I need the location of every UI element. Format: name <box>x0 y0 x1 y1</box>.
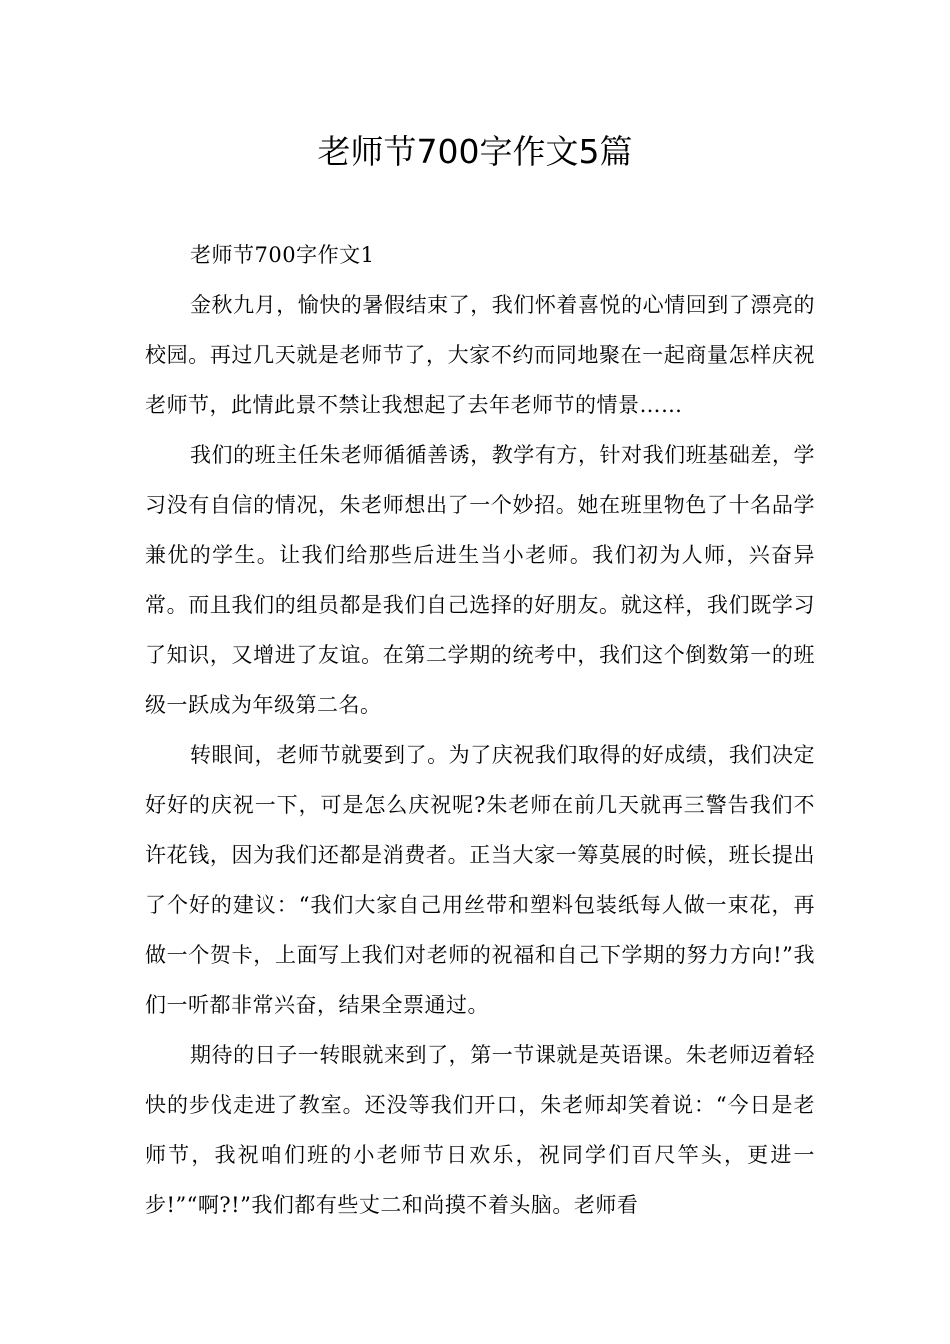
paragraph: 我们的班主任朱老师循循善诱，教学有方，针对我们班基础差，学习没有自信的情况，朱老师想出了一个妙招。她在班里物色了十名品学兼优的学生。让我们给那些后进生当小老师。我们初为人师，兴奋异常。而且我们的组员都是我们自己选择的好朋友。就这样，我们既学习了知识，又增进了友谊。在第二学期的统考中，我们这个倒数第一的班级一跃成为年级第二名。 <box>145 443 815 717</box>
document-body <box>145 230 815 1230</box>
paragraph: 金秋九月，愉快的暑假结束了，我们怀着喜悦的心情回到了漂亮的校园。再过几天就是老师节了，大家不约而同地聚在一起商量怎样庆祝老师节，此情此景不禁让我想起了去年老师节的情景…… <box>145 293 815 417</box>
paragraph: 转眼间，老师节就要到了。为了庆祝我们取得的好成绩，我们决定好好的庆祝一下，可是怎么庆祝呢?朱老师在前几天就再三警告我们不许花钱，因为我们还都是消费者。正当大家一筹莫展的时候，班长提出了个好的建议：“我们大家自己用丝带和塑料包装纸每人做一束花，再做一个贺卡，上面写上我们对老师的祝福和自己下学期的努力方向!”我们一听都非常兴奋，结果全票通过。 <box>145 743 815 1017</box>
paragraph: 期待的日子一转眼就来到了，第一节课就是英语课。朱老师迈着轻快的步伐走进了教室。还没等我们开口，朱老师却笑着说：“今日是老师节，我祝咱们班的小老师节日欢乐，祝同学们百尺竿头，更进一步!”“啊?!”我们都有些丈二和尚摸不着头脑。老师看 <box>145 1043 815 1217</box>
paragraph-subtitle: 老师节700字作文1 <box>190 243 375 267</box>
document-title: 老师节700字作文5篇 <box>317 132 633 171</box>
